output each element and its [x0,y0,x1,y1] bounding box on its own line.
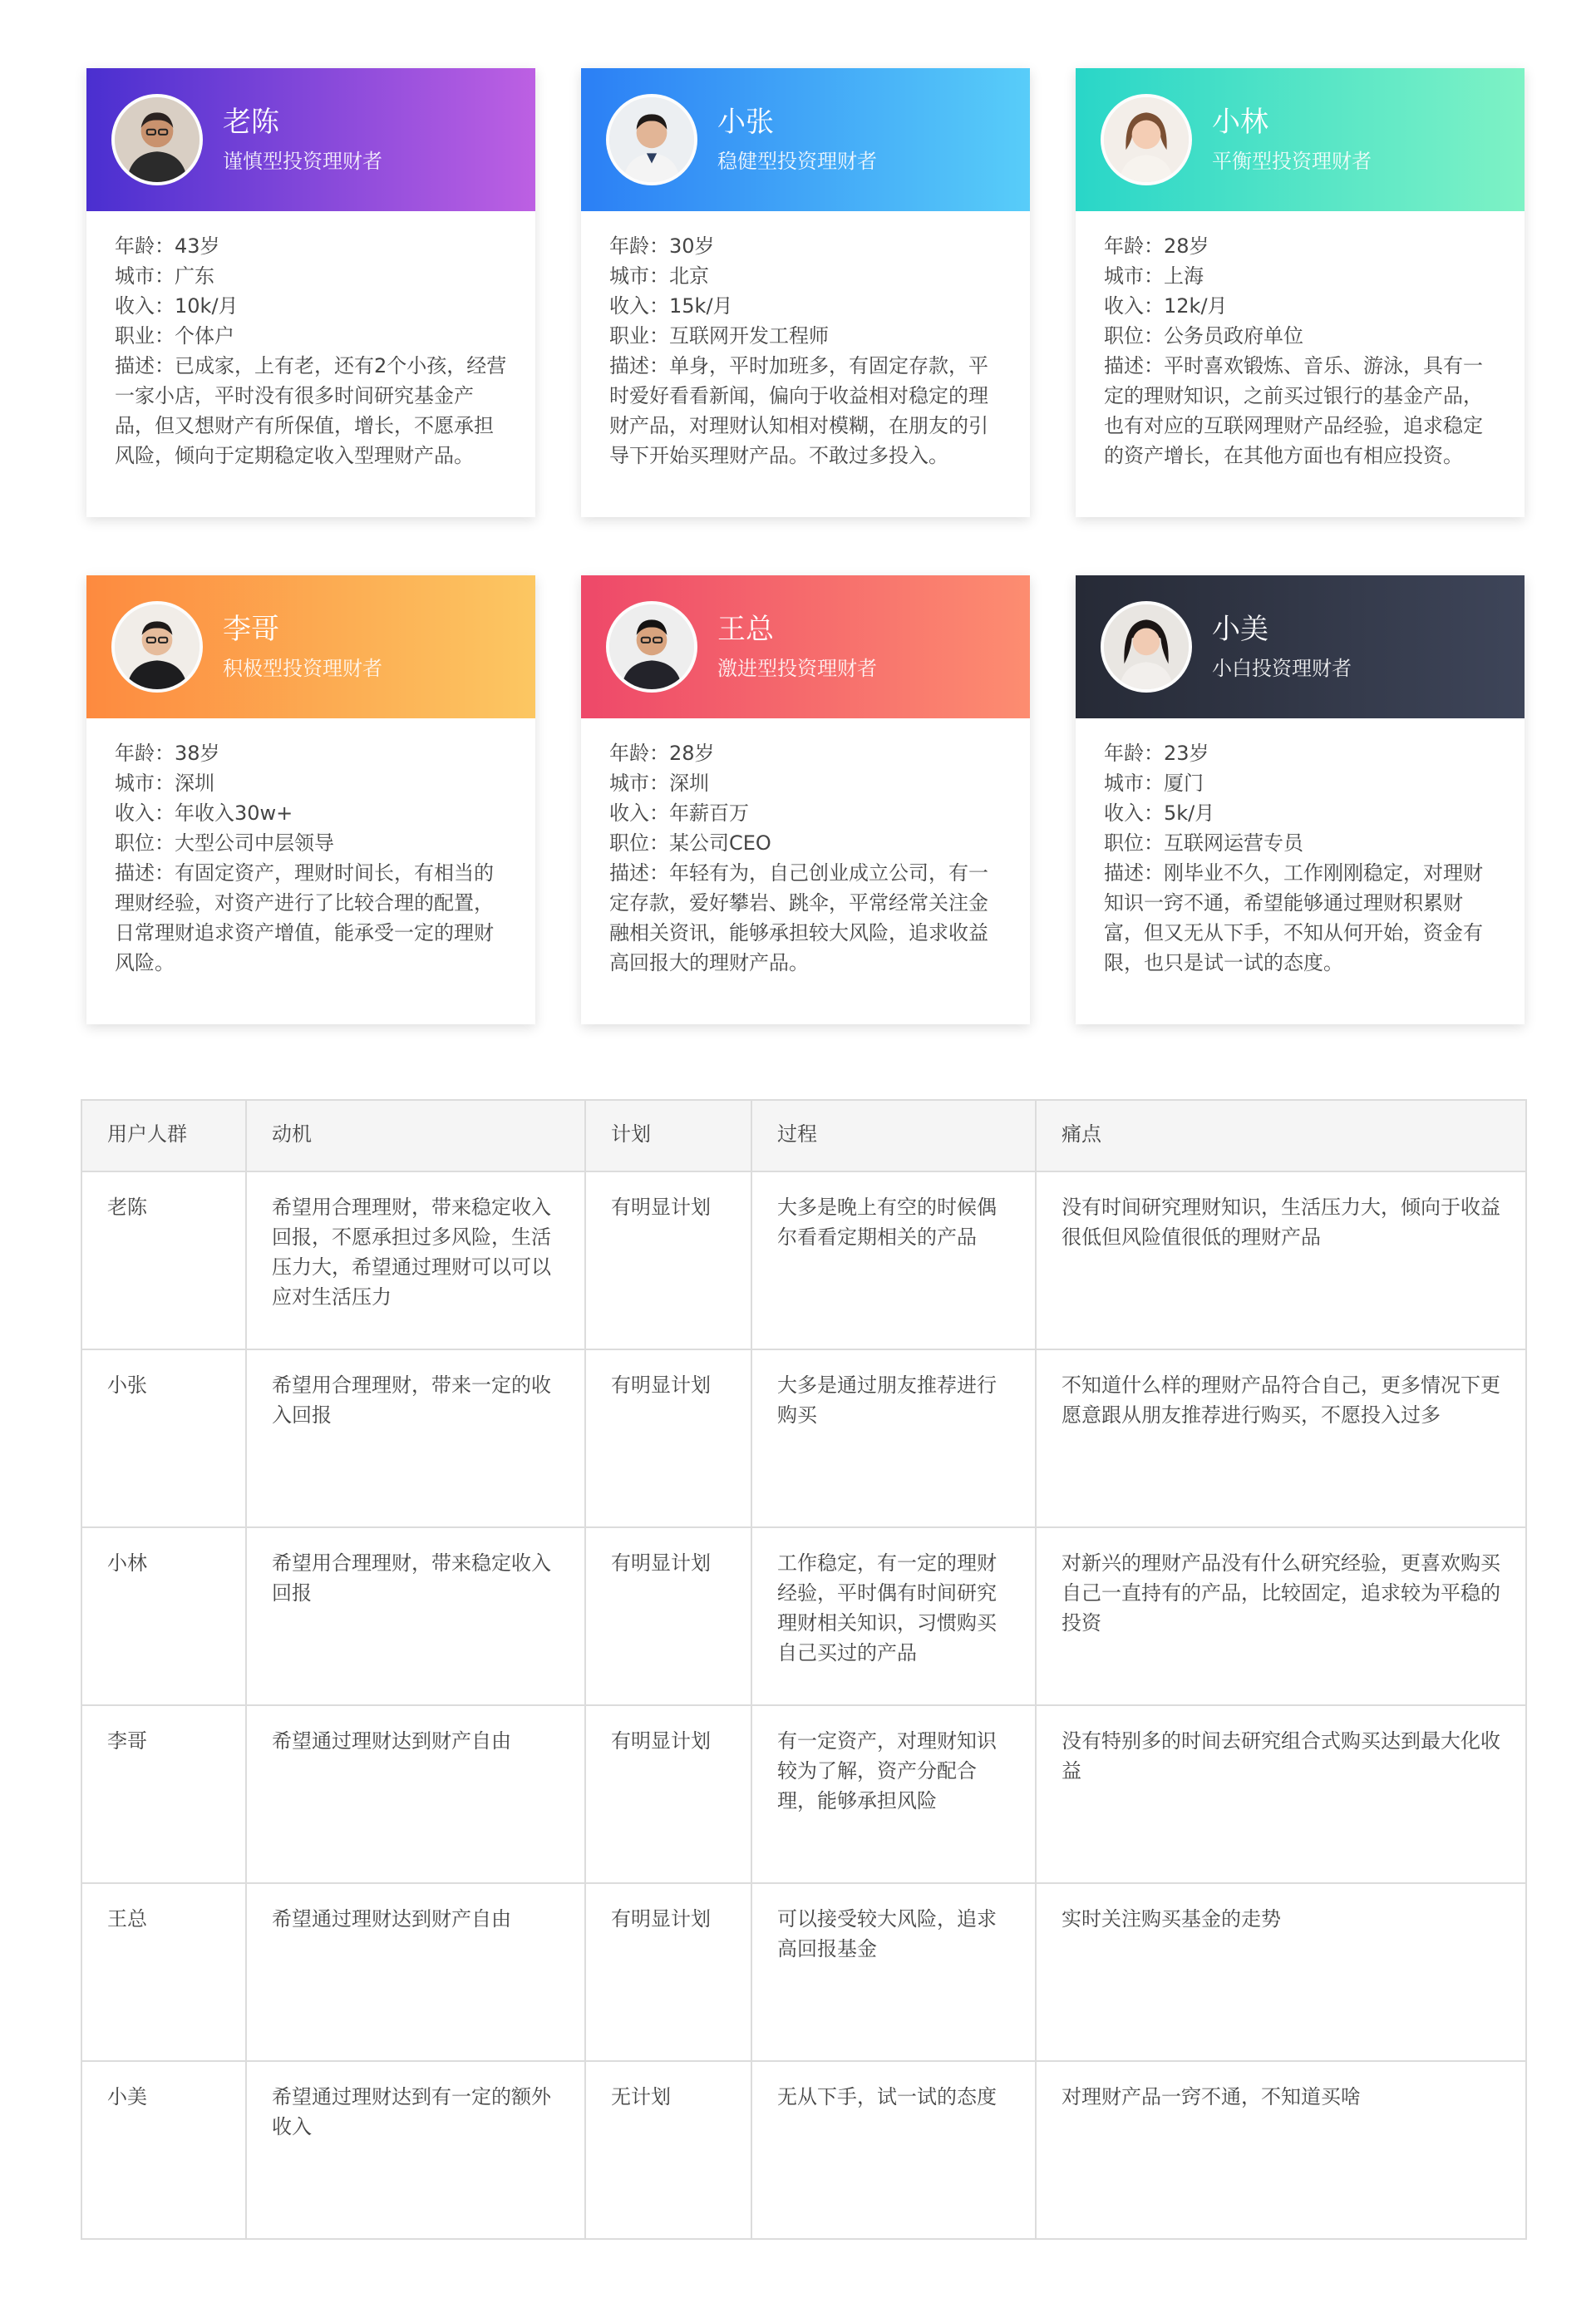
income-value: 10k/月 [175,294,239,318]
table-cell: 没有特别多的时间去研究组合式购买达到最大化收益 [1036,1705,1526,1883]
city-label: 城市： [115,772,175,795]
city-label: 城市： [115,264,175,288]
person-avatar-icon [115,604,200,689]
persona-details [86,211,535,471]
age-label: 年龄： [1104,234,1164,258]
table-cell: 可以接受较大风险，追求高回报基金 [751,1883,1036,2061]
avatar [606,601,697,693]
table-cell: 希望通过理财达到财产自由 [246,1883,585,2061]
persona-card-wangzong [581,575,1030,1024]
age-value: 28岁 [1164,234,1209,258]
persona-header [581,68,1030,211]
description-row [609,858,1002,978]
persona-type: 谨慎型投资理财者 [223,150,382,173]
column-header: 过程 [751,1100,1036,1171]
city-label: 城市： [1104,772,1164,795]
income-row [115,291,507,321]
table-cell: 大多是通过朋友推荐进行购买 [751,1349,1036,1527]
persona-details [581,211,1030,471]
persona-cards [86,68,1525,1024]
persona-header [86,575,535,718]
job-value: 大型公司中层领导 [175,831,334,855]
job-row [115,828,507,858]
job-label: 职位： [115,831,175,855]
city-value: 上海 [1164,264,1204,288]
description-label: 描述： [1104,354,1164,377]
description-row [609,351,1002,471]
persona-card-xiaomei [1076,575,1525,1024]
age-row [609,231,1002,261]
income-label: 收入： [115,294,175,318]
avatar [111,601,203,693]
age-value: 38岁 [175,742,220,765]
column-header: 计划 [585,1100,751,1171]
persona-header [86,68,535,211]
persona-name: 李哥 [223,613,279,646]
table-row [81,1705,1526,1883]
city-label: 城市： [609,772,669,795]
persona-type: 激进型投资理财者 [717,657,877,680]
income-row [115,798,507,828]
age-row [115,231,507,261]
description-value: 平时喜欢锻炼、音乐、游泳，具有一定的理财知识，之前买过银行的基金产品，也有对应的互联网理财产品经验，追求稳定的资产增长，在其他方面也有相应投资。 [1104,354,1483,467]
job-label: 职位： [1104,324,1164,348]
income-value: 年薪百万 [669,801,749,825]
table-cell: 小张 [81,1349,246,1527]
income-label: 收入： [115,801,175,825]
job-row [1104,828,1496,858]
persona-type: 平衡型投资理财者 [1212,150,1372,173]
description-label: 描述： [115,354,175,377]
description-label: 描述： [115,861,175,885]
avatar [606,94,697,185]
income-row [609,798,1002,828]
description-row [115,858,507,978]
table-cell: 有明显计划 [585,1527,751,1705]
persona-card-xiaozhang [581,68,1030,517]
table-cell: 有明显计划 [585,1171,751,1349]
age-row [609,738,1002,768]
description-value: 已成家，上有老，还有2个小孩，经营一家小店，平时没有很多时间研究基金产品，但又想财产有所保值，增长，不愿承担风险，倾向于定期稳定收入型理财产品。 [115,354,507,467]
table-cell: 王总 [81,1883,246,2061]
city-row [609,261,1002,291]
job-row [1104,321,1496,351]
table-cell: 对理财产品一窍不通，不知道买啥 [1036,2061,1526,2239]
table-cell: 有一定资产，对理财知识较为了解，资产分配合理，能够承担风险 [751,1705,1036,1883]
column-header: 用户人群 [81,1100,246,1171]
job-value: 互联网开发工程师 [669,324,829,348]
persona-details [1076,718,1525,978]
table-cell: 希望通过理财达到有一定的额外收入 [246,2061,585,2239]
age-row [1104,738,1496,768]
job-label: 职位： [609,831,669,855]
table-cell: 小美 [81,2061,246,2239]
description-value: 年轻有为，自己创业成立公司，有一定存款，爱好攀岩、跳伞，平常经常关注金融相关资讯，能够承担较大风险，追求收益高回报大的理财产品。 [609,861,988,974]
persona-details [581,718,1030,978]
city-label: 城市： [1104,264,1164,288]
income-label: 收入： [1104,801,1164,825]
job-row [115,321,507,351]
job-label: 职业： [609,324,669,348]
table-cell: 老陈 [81,1171,246,1349]
description-label: 描述： [609,354,669,377]
age-label: 年龄： [609,234,669,258]
description-row [1104,351,1496,471]
age-value: 23岁 [1164,742,1209,765]
table-cell: 无从下手，试一试的态度 [751,2061,1036,2239]
table-cell: 希望用合理理财，带来一定的收入回报 [246,1349,585,1527]
table-row [81,1349,1526,1527]
age-row [1104,231,1496,261]
table-cell: 大多是晚上有空的时候偶尔看看定期相关的产品 [751,1171,1036,1349]
city-label: 城市： [609,264,669,288]
description-label: 描述： [1104,861,1164,885]
person-avatar-icon [609,604,694,689]
description-row [1104,858,1496,978]
table-row [81,1171,1526,1349]
table-cell: 希望通过理财达到财产自由 [246,1705,585,1883]
table-cell: 希望用合理理财，带来稳定收入回报，不愿承担过多风险，生活压力大，希望通过理财可以可以应对生活压力 [246,1171,585,1349]
table-cell: 小林 [81,1527,246,1705]
table-cell: 工作稳定，有一定的理财经验，平时偶有时间研究理财相关知识，习惯购买自己买过的产品 [751,1527,1036,1705]
avatar [1101,601,1192,693]
city-value: 广东 [175,264,214,288]
job-value: 某公司CEO [669,831,771,855]
age-label: 年龄： [1104,742,1164,765]
city-row [115,768,507,798]
income-row [609,291,1002,321]
persona-type: 积极型投资理财者 [223,657,382,680]
income-label: 收入： [1104,294,1164,318]
city-value: 北京 [669,264,709,288]
age-value: 30岁 [669,234,715,258]
city-value: 深圳 [669,772,709,795]
income-label: 收入： [609,801,669,825]
persona-name: 小美 [1212,613,1268,646]
persona-header [581,575,1030,718]
income-row [1104,291,1496,321]
table-cell: 李哥 [81,1705,246,1883]
income-label: 收入： [609,294,669,318]
job-label: 职位： [1104,831,1164,855]
job-value: 个体户 [175,324,234,348]
income-value: 年收入30w+ [175,801,293,825]
job-row [609,828,1002,858]
income-value: 15k/月 [669,294,733,318]
city-value: 厦门 [1164,772,1204,795]
persona-name: 王总 [717,613,774,646]
table-cell: 无计划 [585,2061,751,2239]
age-value: 43岁 [175,234,220,258]
person-avatar-icon [1104,97,1189,182]
city-value: 深圳 [175,772,214,795]
city-row [609,768,1002,798]
column-header: 动机 [246,1100,585,1171]
person-avatar-icon [609,97,694,182]
table-cell: 有明显计划 [585,1705,751,1883]
age-label: 年龄： [115,742,175,765]
table-header-row [81,1100,1526,1171]
persona-card-lige [86,575,535,1024]
persona-type: 稳健型投资理财者 [717,150,877,173]
city-row [1104,261,1496,291]
persona-details [86,718,535,978]
persona-type: 小白投资理财者 [1212,657,1352,680]
job-label: 职业： [115,324,175,348]
persona-header [1076,68,1525,211]
table-cell: 有明显计划 [585,1349,751,1527]
table-row [81,1883,1526,2061]
income-row [1104,798,1496,828]
persona-name: 小张 [717,106,774,139]
description-value: 单身，平时加班多，有固定存款，平时爱好看看新闻，偏向于收益相对稳定的理财产品，对理财认知相对模糊，在朋友的引导下开始买理财产品。不敢过多投入。 [609,354,988,467]
age-label: 年龄： [609,742,669,765]
city-row [1104,768,1496,798]
persona-header [1076,575,1525,718]
table-row [81,2061,1526,2239]
person-avatar-icon [115,97,200,182]
description-label: 描述： [609,861,669,885]
persona-name: 小林 [1212,106,1268,139]
age-label: 年龄： [115,234,175,258]
description-value: 刚毕业不久，工作刚刚稳定，对理财知识一窍不通，希望能够通过理财积累财富，但又无从下手，不知从何开始，资金有限，也只是试一试的态度。 [1104,861,1483,974]
job-value: 互联网运营专员 [1164,831,1303,855]
table-cell: 对新兴的理财产品没有什么研究经验，更喜欢购买自己一直持有的产品，比较固定，追求较为平稳的投资 [1036,1527,1526,1705]
description-value: 有固定资产，理财时间长，有相当的理财经验，对资产进行了比较合理的配置，日常理财追求资产增值，能承受一定的理财风险。 [115,861,494,974]
persona-name: 老陈 [223,106,279,139]
age-row [115,738,507,768]
table-cell: 有明显计划 [585,1883,751,2061]
user-analysis-table [81,1099,1527,2240]
table-cell: 不知道什么样的理财产品符合自己，更多情况下更愿意跟从朋友推荐进行购买，不愿投入过多 [1036,1349,1526,1527]
table-cell: 实时关注购买基金的走势 [1036,1883,1526,2061]
city-row [115,261,507,291]
income-value: 5k/月 [1164,801,1215,825]
persona-card-xiaolin [1076,68,1525,517]
avatar [111,94,203,185]
description-row [115,351,507,471]
avatar [1101,94,1192,185]
table-row [81,1527,1526,1705]
table-cell: 没有时间研究理财知识，生活压力大，倾向于收益很低但风险值很低的理财产品 [1036,1171,1526,1349]
person-avatar-icon [1104,604,1189,689]
column-header: 痛点 [1036,1100,1526,1171]
job-row [609,321,1002,351]
job-value: 公务员政府单位 [1164,324,1303,348]
table-cell: 希望用合理理财，带来稳定收入回报 [246,1527,585,1705]
age-value: 28岁 [669,742,715,765]
persona-card-laochen [86,68,535,517]
income-value: 12k/月 [1164,294,1228,318]
persona-details [1076,211,1525,471]
